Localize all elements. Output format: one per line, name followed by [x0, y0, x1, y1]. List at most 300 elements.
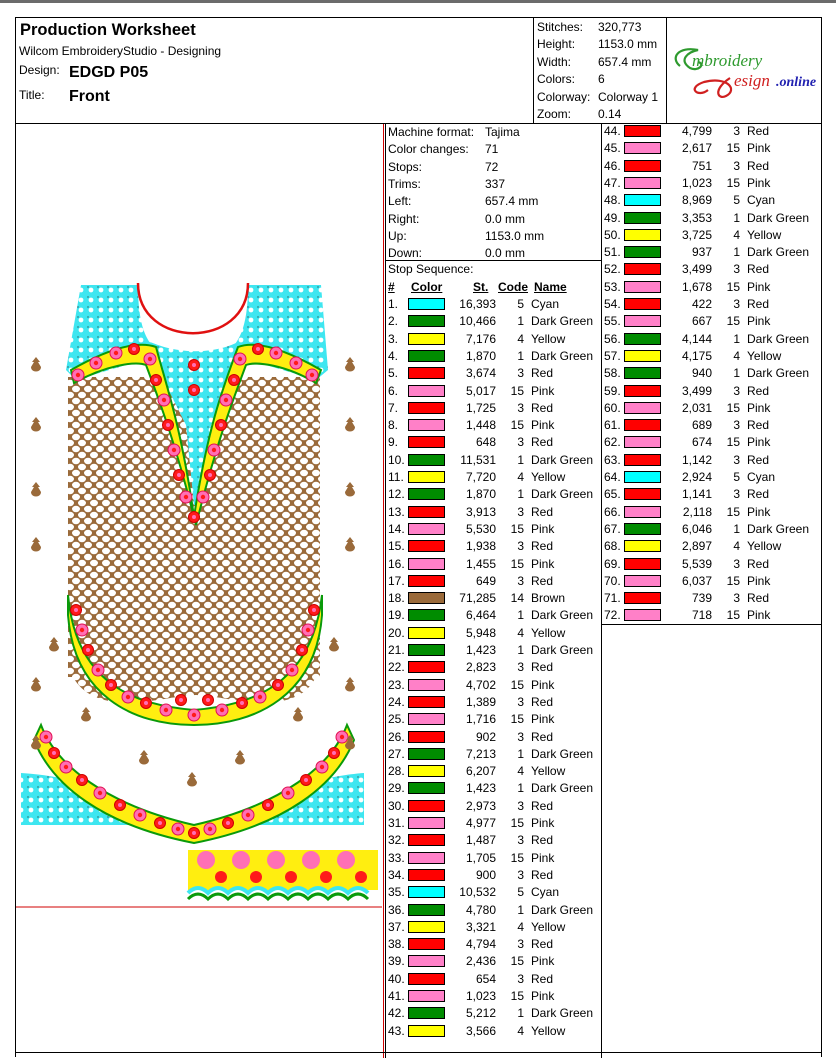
table-row: [386, 486, 600, 503]
color-name: Pink: [531, 816, 555, 830]
color-name: Pink: [531, 954, 555, 969]
stop-number: 7.: [388, 400, 399, 415]
color-swatch: [408, 834, 445, 846]
color-swatch: [624, 367, 661, 379]
color-swatch: [408, 506, 445, 518]
stop-number: 40.: [388, 971, 405, 986]
summary-label: Width:: [537, 54, 572, 69]
stop-number: 41.: [388, 989, 405, 1003]
stitch-count: 3,725: [681, 227, 712, 242]
stitch-count: 3,353: [681, 210, 712, 225]
color-swatch: [408, 367, 445, 379]
color-name: Red: [531, 729, 554, 744]
stop-number: 1.: [388, 297, 399, 311]
stop-number: 68.: [604, 539, 621, 554]
color-name: Cyan: [747, 470, 776, 484]
color-swatch: [408, 523, 445, 535]
color-swatch: [408, 904, 445, 916]
color-swatch: [624, 436, 661, 448]
title-value: Front: [69, 88, 110, 105]
thread-code: 3: [733, 158, 740, 173]
thread-code: 1: [733, 366, 740, 381]
table-row: [602, 279, 816, 296]
table-row: [602, 521, 816, 538]
color-name: Cyan: [747, 193, 776, 208]
stitch-count: 4,144: [681, 331, 712, 346]
stitch-count: 3,499: [681, 262, 712, 277]
stop-number: 33.: [388, 850, 405, 865]
thread-code: 1: [517, 643, 524, 657]
thread-code: 3: [733, 487, 740, 502]
thread-code: 1: [733, 521, 740, 536]
stitch-count: 5,212: [465, 1006, 496, 1021]
stitch-count: 649: [475, 573, 496, 588]
stitch-count: 1,870: [465, 487, 496, 502]
stop-number: 14.: [388, 521, 405, 536]
stop-number: 21.: [388, 643, 405, 657]
color-swatch: [624, 229, 661, 241]
machine-value: 1153.0 mm: [485, 228, 545, 243]
color-name: Pink: [747, 573, 771, 588]
color-name: Red: [747, 556, 770, 571]
summary-label: Height:: [537, 37, 576, 52]
stitch-count: 10,532: [459, 885, 496, 900]
color-swatch: [408, 661, 445, 673]
stitch-count: 1,938: [465, 539, 496, 554]
stitch-count: 4,175: [681, 348, 712, 363]
color-swatch: [624, 488, 661, 500]
color-name: Pink: [531, 521, 555, 536]
color-name: Pink: [747, 314, 771, 329]
thread-code: 15: [510, 989, 524, 1003]
table-row: [386, 798, 600, 815]
stitch-count: 2,436: [465, 954, 496, 969]
machine-value: Tajima: [485, 125, 520, 139]
color-name: Dark Green: [531, 348, 594, 363]
header-divider: [666, 18, 667, 124]
machine-label: Stops:: [388, 159, 423, 174]
color-name: Red: [531, 660, 554, 675]
thread-code: 14: [510, 591, 524, 606]
color-name: Red: [747, 487, 770, 502]
table-row: [386, 971, 600, 988]
thread-code: 4: [517, 625, 524, 640]
stitch-count: 1,716: [465, 712, 496, 727]
color-swatch: [408, 852, 445, 864]
stop-number: 37.: [388, 919, 405, 934]
color-swatch: [408, 990, 445, 1002]
stop-number: 69.: [604, 556, 621, 571]
stop-sequence-label: Stop Sequence:: [388, 262, 474, 276]
table-row: [602, 504, 816, 521]
thread-code: 1: [733, 331, 740, 346]
color-name: Dark Green: [747, 331, 810, 346]
col-header-code: Code: [498, 280, 528, 294]
table-row: [602, 192, 816, 209]
design-value: EDGD P05: [69, 64, 149, 81]
machine-value: 657.4 mm: [485, 194, 539, 209]
color-swatch: [624, 385, 661, 397]
color-swatch: [408, 540, 445, 552]
stitch-count: 1,870: [465, 348, 496, 363]
stitch-count: 1,487: [465, 833, 496, 848]
stop-number: 52.: [604, 262, 621, 277]
embroidery-design-preview: [16, 125, 382, 1052]
table-row: [386, 746, 600, 763]
color-name: Pink: [747, 175, 771, 190]
stop-number: 8.: [388, 418, 399, 433]
thread-code: 3: [517, 539, 524, 554]
stop-number: 67.: [604, 521, 621, 536]
stop-number: 53.: [604, 279, 621, 294]
thread-code: 15: [726, 573, 740, 588]
thread-code: 15: [726, 141, 740, 156]
color-name: Dark Green: [531, 487, 594, 502]
table-row: [602, 175, 816, 192]
stitch-count: 648: [475, 435, 496, 450]
stop-number: 31.: [388, 816, 405, 830]
color-name: Yellow: [531, 1023, 566, 1038]
color-name: Yellow: [747, 539, 782, 554]
color-swatch: [624, 177, 661, 189]
stitch-count: 6,046: [681, 521, 712, 536]
table-row: [386, 573, 600, 590]
color-swatch: [408, 488, 445, 500]
stitch-count: 3,913: [465, 504, 496, 519]
stitch-count: 900: [475, 867, 496, 882]
color-name: Pink: [747, 608, 771, 623]
stitch-count: 2,118: [682, 504, 712, 519]
thread-code: 3: [517, 867, 524, 882]
thread-code: 3: [517, 971, 524, 986]
table-row: [386, 538, 600, 555]
color-swatch: [408, 938, 445, 950]
stop-number: 13.: [388, 504, 405, 519]
table-row: [386, 677, 600, 694]
thread-code: 3: [733, 452, 740, 467]
color-name: Dark Green: [531, 746, 594, 761]
thread-code: 5: [733, 193, 740, 208]
thread-code: 3: [733, 383, 740, 398]
table-row: [602, 123, 816, 140]
stop-number: 46.: [604, 158, 621, 173]
table-row: [602, 469, 816, 486]
color-name: Pink: [531, 677, 555, 692]
machine-label: Trims:: [388, 176, 421, 191]
stop-number: 18.: [388, 591, 405, 606]
color-name: Red: [531, 504, 554, 519]
table-row: [602, 296, 816, 313]
color-name: Pink: [747, 435, 771, 450]
stop-number: 22.: [388, 660, 405, 675]
thread-code: 3: [517, 435, 524, 450]
thread-code: 15: [510, 418, 524, 433]
table-row: [386, 469, 600, 486]
stop-number: 32.: [388, 833, 405, 848]
color-swatch: [408, 644, 445, 656]
thread-code: 3: [517, 400, 524, 415]
stitch-count: 5,539: [681, 556, 712, 571]
color-name: Yellow: [531, 625, 566, 640]
thread-code: 1: [733, 210, 740, 225]
color-name: Red: [531, 366, 554, 381]
stitch-count: 4,799: [681, 124, 712, 138]
col-header-number: #: [388, 280, 395, 294]
stitch-count: 689: [691, 418, 712, 433]
color-swatch: [624, 471, 661, 483]
thread-code: 4: [733, 348, 740, 363]
color-swatch: [408, 350, 445, 362]
table-row: [386, 331, 600, 348]
thread-code: 4: [517, 331, 524, 346]
color-swatch: [624, 160, 661, 172]
machine-label: Up:: [388, 228, 407, 243]
summary-value: Colorway 1: [598, 89, 659, 104]
table-row: [602, 365, 816, 382]
thread-code: 4: [517, 764, 524, 779]
color-swatch: [624, 419, 661, 431]
color-name: Pink: [531, 418, 555, 433]
table-row: [386, 832, 600, 849]
stitch-count: 5,530: [465, 521, 496, 536]
stitch-count: 2,823: [465, 660, 496, 675]
thread-code: 4: [517, 470, 524, 484]
stitch-count: 11,531: [460, 452, 496, 467]
stitch-count: 1,448: [465, 418, 496, 433]
table-row: [602, 607, 816, 624]
color-name: Dark Green: [531, 1006, 594, 1021]
color-swatch: [624, 523, 661, 535]
color-name: Cyan: [531, 885, 560, 900]
design-boundary-line: [383, 124, 384, 1058]
table-row: [602, 210, 816, 227]
table-row: [386, 556, 600, 573]
stop-number: 39.: [388, 954, 405, 969]
stitch-count: 940: [691, 366, 712, 381]
stitch-count: 7,213: [465, 746, 496, 761]
machine-value: 0.0 mm: [485, 246, 526, 261]
stitch-count: 3,566: [465, 1023, 496, 1038]
color-name: Dark Green: [531, 608, 594, 623]
stitch-count: 5,017: [465, 383, 496, 398]
stop-number: 11.: [388, 470, 404, 484]
col-header-stitches: St.: [473, 280, 489, 294]
table-row: [386, 711, 600, 728]
stop-number: 23.: [388, 677, 405, 692]
thread-code: 1: [517, 608, 524, 623]
thread-code: 15: [510, 850, 524, 865]
color-name: Red: [531, 573, 554, 588]
stitch-count: 3,674: [465, 366, 496, 381]
software-name: Wilcom EmbroideryStudio - Designing: [19, 44, 222, 58]
thread-code: 3: [517, 833, 524, 848]
production-worksheet: [15, 17, 822, 1057]
table-row: [386, 936, 600, 953]
stop-number: 27.: [388, 746, 405, 761]
table-row: [386, 1005, 600, 1022]
thread-code: 1: [517, 314, 524, 329]
color-swatch: [624, 142, 661, 154]
machine-label: Left:: [388, 194, 412, 209]
stop-number: 10.: [388, 452, 405, 467]
table-row: [386, 902, 600, 919]
stats-bottom-rule: [385, 260, 601, 261]
table-row: [602, 261, 816, 278]
color-swatch: [624, 575, 661, 587]
color-name: Dark Green: [531, 902, 594, 917]
color-swatch: [408, 696, 445, 708]
color-name: Pink: [531, 383, 555, 398]
color-name: Red: [531, 833, 554, 848]
thread-code: 15: [726, 314, 740, 329]
stop-number: 45.: [604, 141, 621, 156]
table-row: [602, 383, 816, 400]
stitch-count: 4,702: [465, 677, 496, 692]
thread-code: 4: [517, 919, 524, 934]
stitch-count: 6,464: [465, 608, 496, 623]
stitch-count: 1,141: [681, 487, 712, 502]
color-swatch: [624, 558, 661, 570]
stitch-count: 5,948: [465, 625, 496, 640]
thread-code: 3: [517, 573, 524, 588]
stop-number: 24.: [388, 694, 405, 709]
thread-code: 3: [517, 798, 524, 813]
thread-code: 1: [517, 452, 524, 467]
color-swatch: [408, 731, 445, 743]
thread-code: 1: [517, 487, 524, 502]
stitch-count: 902: [475, 729, 496, 744]
color-name: Yellow: [747, 227, 782, 242]
color-swatch: [408, 454, 445, 466]
stitch-count: 10,466: [459, 314, 496, 329]
color-name: Dark Green: [531, 781, 594, 796]
table-row: [386, 919, 600, 936]
summary-value: 320,773: [598, 20, 642, 34]
stitch-count: 2,031: [681, 400, 712, 415]
table-row: [602, 573, 816, 590]
table-row: [386, 642, 600, 659]
color-name: Red: [747, 591, 770, 606]
thread-code: 3: [733, 297, 740, 311]
stop-number: 15.: [388, 539, 405, 554]
summary-value: 657.4 mm: [598, 54, 652, 69]
color-swatch: [408, 575, 445, 587]
color-name: Red: [747, 418, 770, 433]
stitch-count: 16,393: [459, 297, 496, 311]
stop-number: 56.: [604, 331, 621, 346]
thread-code: 15: [726, 279, 740, 294]
stop-number: 51.: [604, 245, 621, 260]
stop-number: 9.: [388, 435, 399, 450]
stop-number: 20.: [388, 625, 405, 640]
stop-number: 16.: [388, 556, 405, 571]
color-name: Red: [531, 867, 554, 882]
color-name: Pink: [531, 850, 555, 865]
color-name: Dark Green: [747, 521, 810, 536]
color-name: Red: [747, 383, 770, 398]
thread-code: 15: [726, 175, 740, 190]
thread-code: 5: [733, 470, 740, 484]
header-divider: [533, 18, 534, 124]
color-name: Pink: [747, 400, 771, 415]
stop-number: 55.: [604, 314, 621, 329]
table-row: [386, 850, 600, 867]
stop-number: 4.: [388, 348, 399, 363]
thread-code: 15: [510, 677, 524, 692]
table-row: [386, 313, 600, 330]
color-swatch: [624, 263, 661, 275]
thread-code: 15: [726, 400, 740, 415]
table-row: [602, 538, 816, 555]
machine-label: Color changes:: [388, 142, 469, 157]
color-swatch: [624, 609, 661, 621]
color-swatch: [408, 419, 445, 431]
stitch-count: 4,977: [465, 816, 496, 830]
thread-code: 1: [517, 902, 524, 917]
table-row: [602, 348, 816, 365]
table-row: [602, 556, 816, 573]
stitch-count: 1,678: [681, 279, 712, 294]
stop-number: 17.: [388, 573, 405, 588]
svg-text:mbroidery: mbroidery: [692, 51, 763, 70]
machine-value: 337: [485, 176, 506, 191]
thread-code: 3: [517, 660, 524, 675]
color-swatch: [624, 350, 661, 362]
stitch-count: 1,023: [465, 989, 496, 1003]
color-name: Red: [531, 971, 554, 986]
stitch-count: 751: [691, 158, 712, 173]
thread-code: 15: [510, 383, 524, 398]
stitch-count: 8,969: [681, 193, 712, 208]
stop-number: 62.: [604, 435, 621, 450]
col-header-color: Color: [411, 280, 443, 294]
stop-number: 47.: [604, 175, 621, 190]
color-swatch: [408, 333, 445, 345]
thread-code: 5: [517, 297, 524, 311]
table-row: [602, 313, 816, 330]
stop-number: 66.: [604, 504, 621, 519]
stitch-count: 1,023: [681, 175, 712, 190]
color-swatch: [624, 333, 661, 345]
stitch-count: 654: [475, 971, 496, 986]
color-name: Pink: [531, 989, 555, 1003]
thread-code: 3: [517, 694, 524, 709]
thread-code: 3: [517, 729, 524, 744]
thread-code: 3: [733, 124, 740, 138]
svg-text:esign: esign: [734, 71, 770, 90]
table-row: [386, 434, 600, 451]
color-name: Yellow: [531, 764, 566, 779]
thread-code: 15: [510, 521, 524, 536]
table-row: [386, 521, 600, 538]
color-swatch: [408, 298, 445, 310]
stop-number: 48.: [604, 193, 621, 208]
machine-value: 71: [485, 142, 499, 157]
color-swatch: [408, 800, 445, 812]
stitch-count: 937: [691, 245, 712, 260]
table-row: [386, 625, 600, 642]
stitch-count: 739: [691, 591, 712, 606]
color-name: Cyan: [531, 297, 560, 311]
color-swatch: [408, 817, 445, 829]
stop-number: 70.: [604, 573, 621, 588]
stop-number: 63.: [604, 452, 621, 467]
stitch-count: 1,705: [465, 850, 496, 865]
table-row: [602, 417, 816, 434]
stop-number: 71.: [604, 591, 621, 606]
stop-number: 3.: [388, 331, 399, 346]
summary-label: Zoom:: [537, 107, 572, 121]
